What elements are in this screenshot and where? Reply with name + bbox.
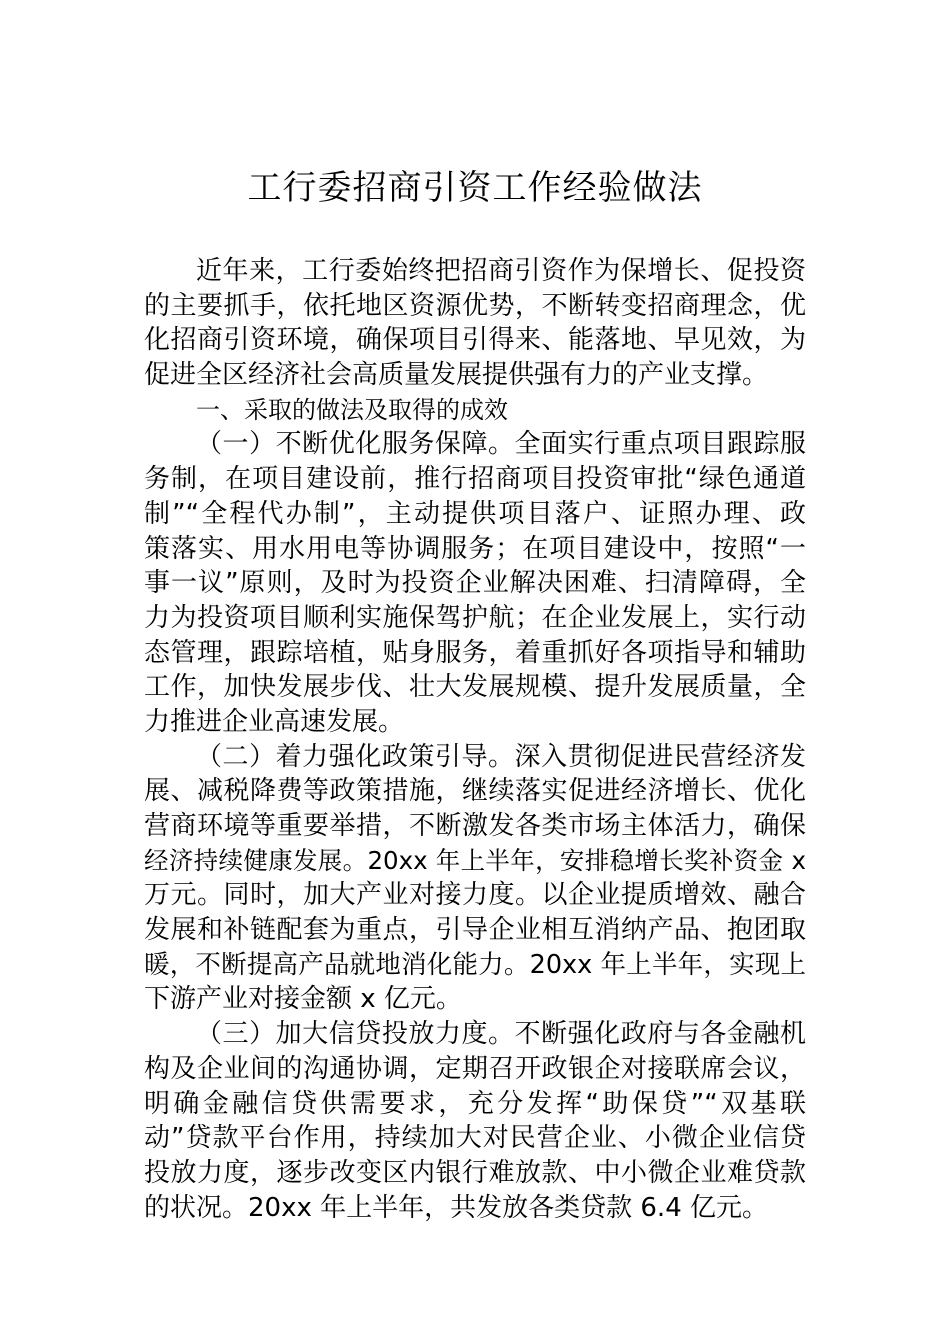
paragraph-3-line-3: 明确金融信贷供需要求，充分发挥“助保贷”“双基联 <box>144 1088 806 1119</box>
paragraph-2-line-2: 展、减税降费等政策措施，继续落实促进经济增长、优化 <box>144 776 806 807</box>
paragraph-2-line-4: 经济持续健康发展。20xx 年上半年，安排稳增长奖补资金 x <box>144 845 806 875</box>
paragraph-1-line-3: 制”“全程代办制”，主动提供项目落户、证照办理、政 <box>144 498 806 529</box>
paragraph-intro-line-2: 的主要抓手，依托地区资源优势，不断转变招商理念，优 <box>144 290 806 321</box>
paragraph-1-line-4: 策落实、用水用电等协调服务；在项目建设中，按照“一 <box>144 533 806 564</box>
paragraph-3-line-2: 构及企业间的沟通协调，定期召开政银企对接联席会议， <box>144 1053 806 1084</box>
paragraph-3-line-5: 投放力度，逐步改变区内银行难放款、中小微企业难贷款 <box>144 1157 806 1188</box>
paragraph-intro-line-4: 促进全区经济社会高质量发展提供强有力的产业支撑。 <box>144 360 769 391</box>
section-heading: 一、采取的做法及取得的成效 <box>196 395 508 424</box>
document-body <box>144 254 806 1225</box>
paragraph-1-line-2: 务制，在项目建设前，推行招商项目投资审批“绿色通道 <box>144 464 806 495</box>
paragraph-1-line-1: （一）不断优化服务保障。全面实行重点项目跟踪服 <box>196 429 806 460</box>
paragraph-1-line-9: 力推进企业高速发展。 <box>144 706 405 737</box>
document-title: 工行委招商引资工作经验做法 <box>247 168 703 208</box>
paragraph-2-line-6: 发展和补链配套为重点，引导企业相互消纳产品、抱团取 <box>144 915 806 946</box>
paragraph-2-line-1: （二）着力强化政策引导。深入贯彻促进民营经济发 <box>196 741 806 772</box>
paragraph-3-line-1: （三）加大信贷投放力度。不断强化政府与各金融机 <box>196 1019 806 1050</box>
paragraph-3-line-6: 的状况。20xx 年上半年，共发放各类贷款 6.4 亿元。 <box>144 1192 769 1223</box>
paragraph-2-line-5: 万元。同时，加大产业对接力度。以企业提质增效、融合 <box>144 880 806 911</box>
paragraph-3-line-4: 动”贷款平台作用，持续加大对民营企业、小微企业信贷 <box>144 1123 806 1154</box>
paragraph-intro-line-1: 近年来，工行委始终把招商引资作为保增长、促投资 <box>196 256 806 286</box>
paragraph-1-line-5: 事一议”原则，及时为投资企业解决困难、扫清障碍，全 <box>144 568 806 599</box>
paragraph-2-line-3: 营商环境等重要举措，不断激发各类市场主体活力，确保 <box>144 811 806 841</box>
paragraph-2-line-7: 暖，不断提高产品就地消化能力。20xx 年上半年，实现上 <box>144 949 806 980</box>
paragraph-1-line-6: 力为投资项目顺利实施保驾护航；在企业发展上，实行动 <box>144 602 806 633</box>
paragraph-intro-line-3: 化招商引资环境，确保项目引得来、能落地、早见效，为 <box>144 325 806 356</box>
paragraph-1-line-8: 工作，加快发展步伐、壮大发展规模、提升发展质量，全 <box>144 672 806 703</box>
paragraph-1-line-7: 态管理，跟踪培植，贴身服务，着重抓好各项指导和辅助 <box>144 637 806 668</box>
paragraph-2-line-8: 下游产业对接金额 x 亿元。 <box>144 984 462 1015</box>
